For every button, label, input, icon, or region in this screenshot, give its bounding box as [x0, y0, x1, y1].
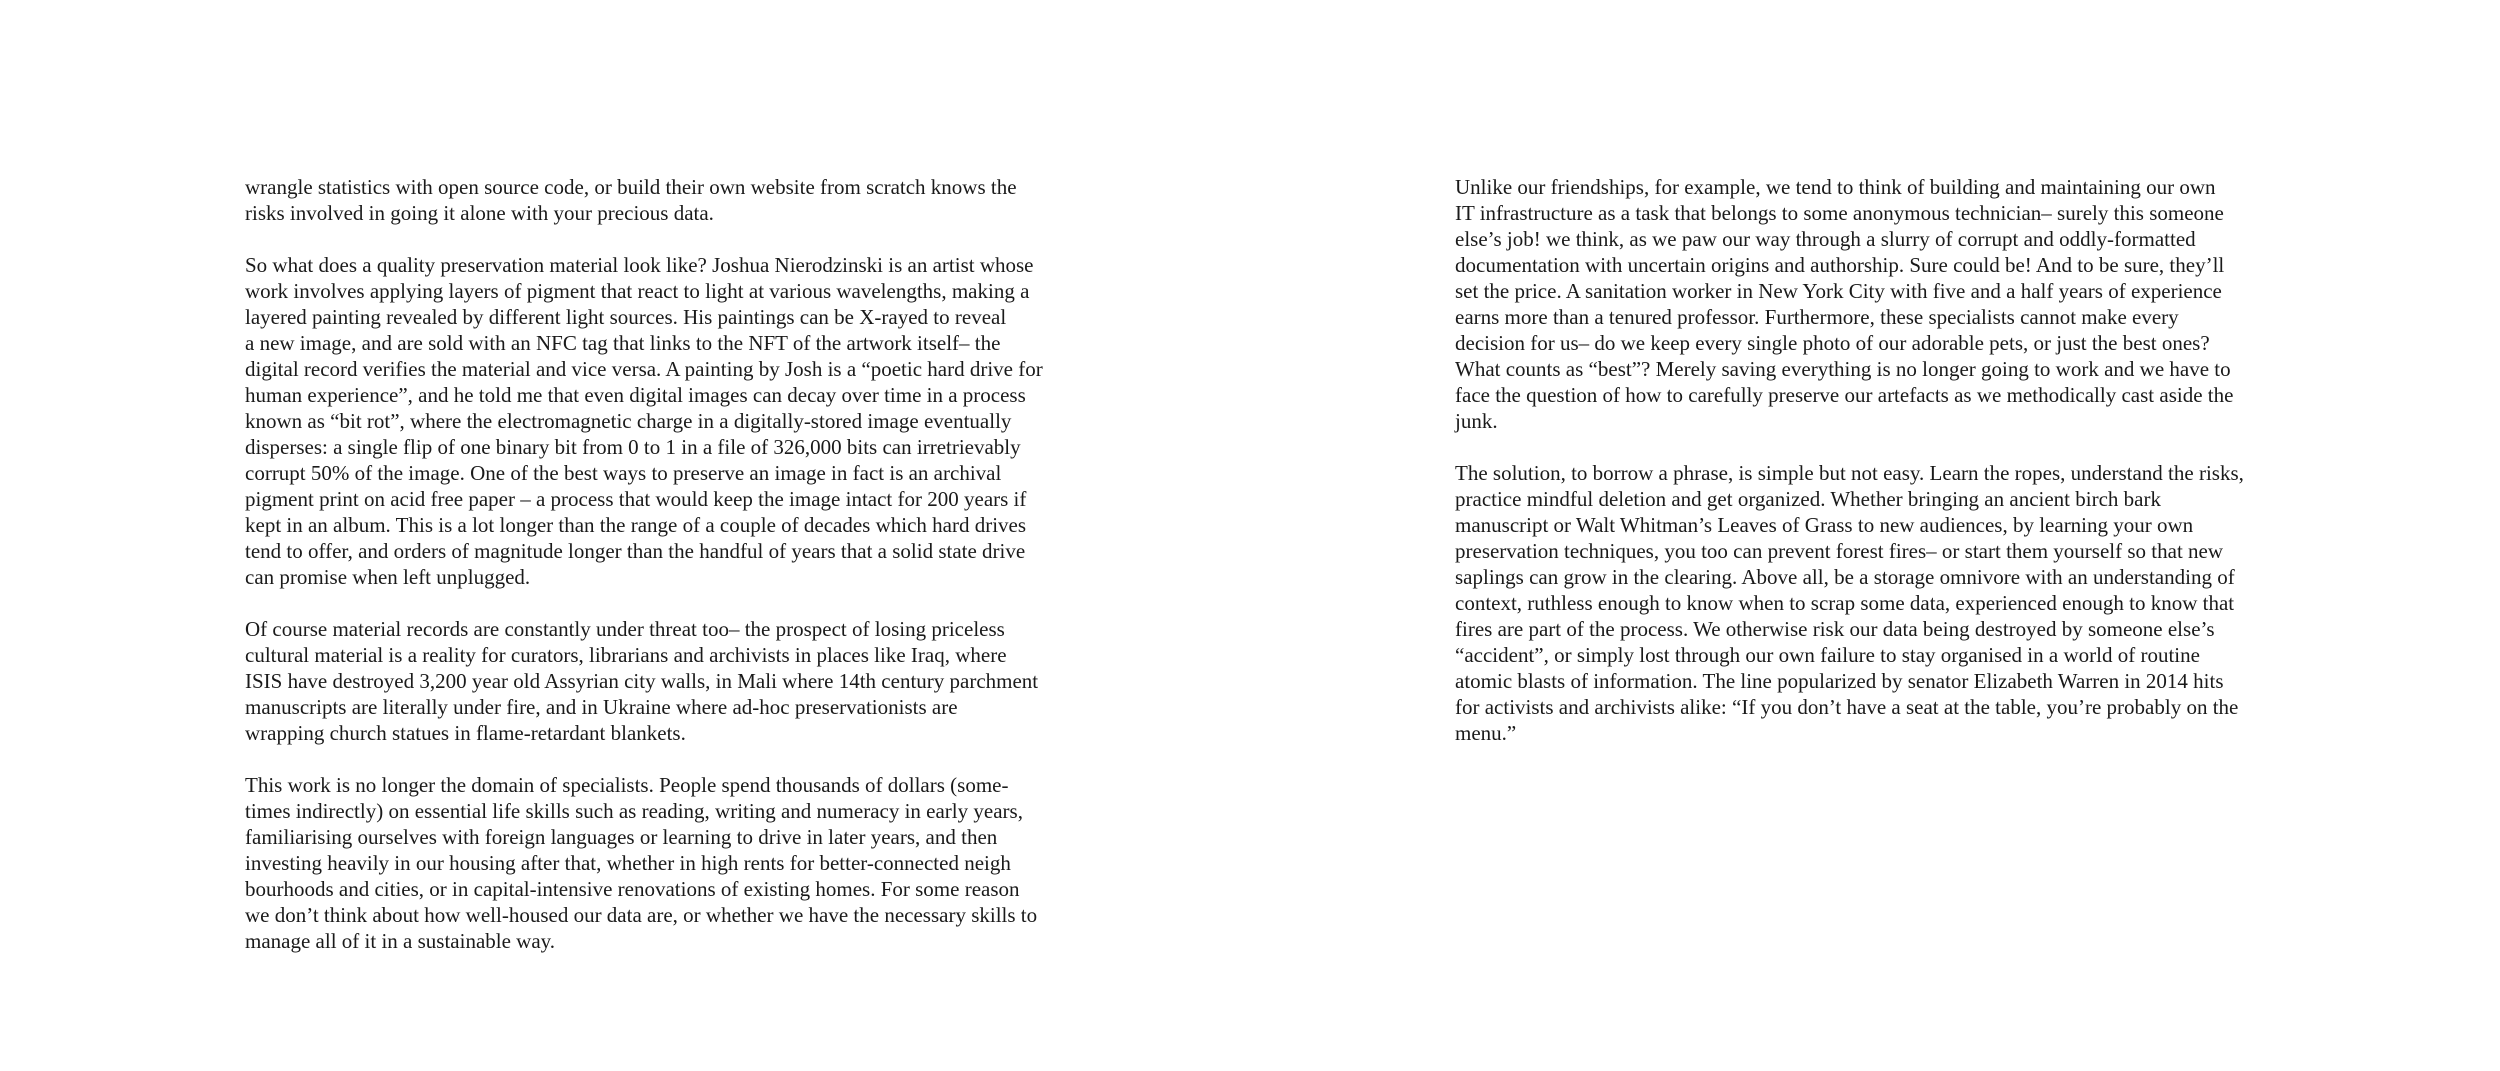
- text-line: decision for us– do we keep every single photo of our adorable pets, or just the best ones?: [1455, 331, 2210, 355]
- text-line: This work is no longer the domain of specialists. People spend thousands of dollars (some-: [245, 773, 1009, 797]
- text-line: documentation with uncertain origins and authorship. Sure could be! And to be sure, they’ll: [1455, 253, 2225, 277]
- text-line: digital record verifies the material and vice versa. A painting by Josh is a “poetic hard drive for: [245, 357, 1043, 381]
- text-line: practice mindful deletion and get organized. Whether bringing an ancient birch bark: [1455, 487, 2161, 511]
- text-line: atomic blasts of information. The line popularized by senator Elizabeth Warren in 2014 hits: [1455, 669, 2224, 693]
- body-paragraph: [245, 252, 1075, 590]
- text-line: Of course material records are constantly under threat too– the prospect of losing priceless: [245, 617, 1005, 641]
- right-page-text-column: [1455, 174, 2285, 772]
- text-line: “accident”, or simply lost through our own failure to stay organised in a world of routine: [1455, 643, 2200, 667]
- text-line: pigment print on acid free paper – a process that would keep the image intact for 200 years if: [245, 487, 1027, 511]
- text-line: So what does a quality preservation material look like? Joshua Nierodzinski is an artist whose: [245, 253, 1034, 277]
- body-paragraph: [245, 174, 1075, 226]
- right-page: [1250, 0, 2500, 1071]
- text-line: preservation techniques, you too can prevent forest fires– or start them yourself so that new: [1455, 539, 2224, 563]
- text-line: familiarising ourselves with foreign languages or learning to drive in later years, and then: [245, 825, 998, 849]
- text-line: ISIS have destroyed 3,200 year old Assyrian city walls, in Mali where 14th century parchment: [245, 669, 1039, 693]
- text-line: tend to offer, and orders of magnitude longer than the handful of years that a solid state drive: [245, 539, 1026, 563]
- text-line: manuscripts are literally under fire, and in Ukraine where ad-hoc preservationists are: [245, 695, 958, 719]
- text-line: else’s job! we think, as we paw our way through a slurry of corrupt and oddly-formatted: [1455, 227, 2196, 251]
- text-line: Unlike our friendships, for example, we tend to think of building and maintaining our own: [1455, 175, 2216, 199]
- text-line: fires are part of the process. We otherwise risk our data being destroyed by someone else’s: [1455, 617, 2215, 641]
- text-line: we don’t think about how well-housed our data are, or whether we have the necessary skills to: [245, 903, 1038, 927]
- text-line: corrupt 50% of the image. One of the best ways to preserve an image in fact is an archival: [245, 461, 1002, 485]
- text-line: work involves applying layers of pigment that react to light at various wavelengths, making a: [245, 279, 1030, 303]
- text-line: wrapping church statues in flame-retardant blankets.: [245, 721, 686, 745]
- body-paragraph: [245, 772, 1075, 954]
- text-line: earns more than a tenured professor. Furthermore, these specialists cannot make every: [1455, 305, 2179, 329]
- text-line: a new image, and are sold with an NFC tag that links to the NFT of the artwork itself– the: [245, 331, 1001, 355]
- text-line: investing heavily in our housing after that, whether in high rents for better-connected neigh: [245, 851, 1011, 875]
- text-line: junk.: [1455, 409, 1498, 433]
- text-line: What counts as “best”? Merely saving everything is no longer going to work and we have to: [1455, 357, 2231, 381]
- left-page-text-column: [245, 174, 1075, 980]
- text-line: human experience”, and he told me that even digital images can decay over time in a process: [245, 383, 1026, 407]
- body-paragraph: [245, 616, 1075, 746]
- text-line: times indirectly) on essential life skills such as reading, writing and numeracy in early years,: [245, 799, 1023, 823]
- text-line: The solution, to borrow a phrase, is simple but not easy. Learn the ropes, understand the risks,: [1455, 461, 2244, 485]
- text-line: wrangle statistics with open source code, or build their own website from scratch knows the: [245, 175, 1017, 199]
- text-line: IT infrastructure as a task that belongs to some anonymous technician– surely this someone: [1455, 201, 2224, 225]
- text-line: kept in an album. This is a lot longer than the range of a couple of decades which hard drives: [245, 513, 1027, 537]
- text-line: face the question of how to carefully preserve our artefacts as we methodically cast aside the: [1455, 383, 2234, 407]
- text-line: manuscript or Walt Whitman’s Leaves of Grass to new audiences, by learning your own: [1455, 513, 2194, 537]
- text-line: layered painting revealed by different light sources. His paintings can be X-rayed to reveal: [245, 305, 1007, 329]
- text-line: can promise when left unplugged.: [245, 565, 531, 589]
- text-line: context, ruthless enough to know when to scrap some data, experienced enough to know that: [1455, 591, 2235, 615]
- text-line: risks involved in going it alone with your precious data.: [245, 201, 714, 225]
- text-line: disperses: a single flip of one binary bit from 0 to 1 in a file of 326,000 bits can irretrievably: [245, 435, 1021, 459]
- text-line: cultural material is a reality for curators, librarians and archivists in places like Iraq, where: [245, 643, 1007, 667]
- text-line: menu.”: [1455, 721, 1517, 745]
- text-line: saplings can grow in the clearing. Above all, be a storage omnivore with an understanding of: [1455, 565, 2235, 589]
- body-paragraph: [1455, 460, 2285, 746]
- text-line: for activists and archivists alike: “If you don’t have a seat at the table, you’re probably on the: [1455, 695, 2239, 719]
- text-line: bourhoods and cities, or in capital-intensive renovations of existing homes. For some reason: [245, 877, 1020, 901]
- text-line: known as “bit rot”, where the electromagnetic charge in a digitally-stored image eventually: [245, 409, 1012, 433]
- text-line: manage all of it in a sustainable way.: [245, 929, 556, 953]
- text-line: set the price. A sanitation worker in New York City with five and a half years of experience: [1455, 279, 2222, 303]
- body-paragraph: [1455, 174, 2285, 434]
